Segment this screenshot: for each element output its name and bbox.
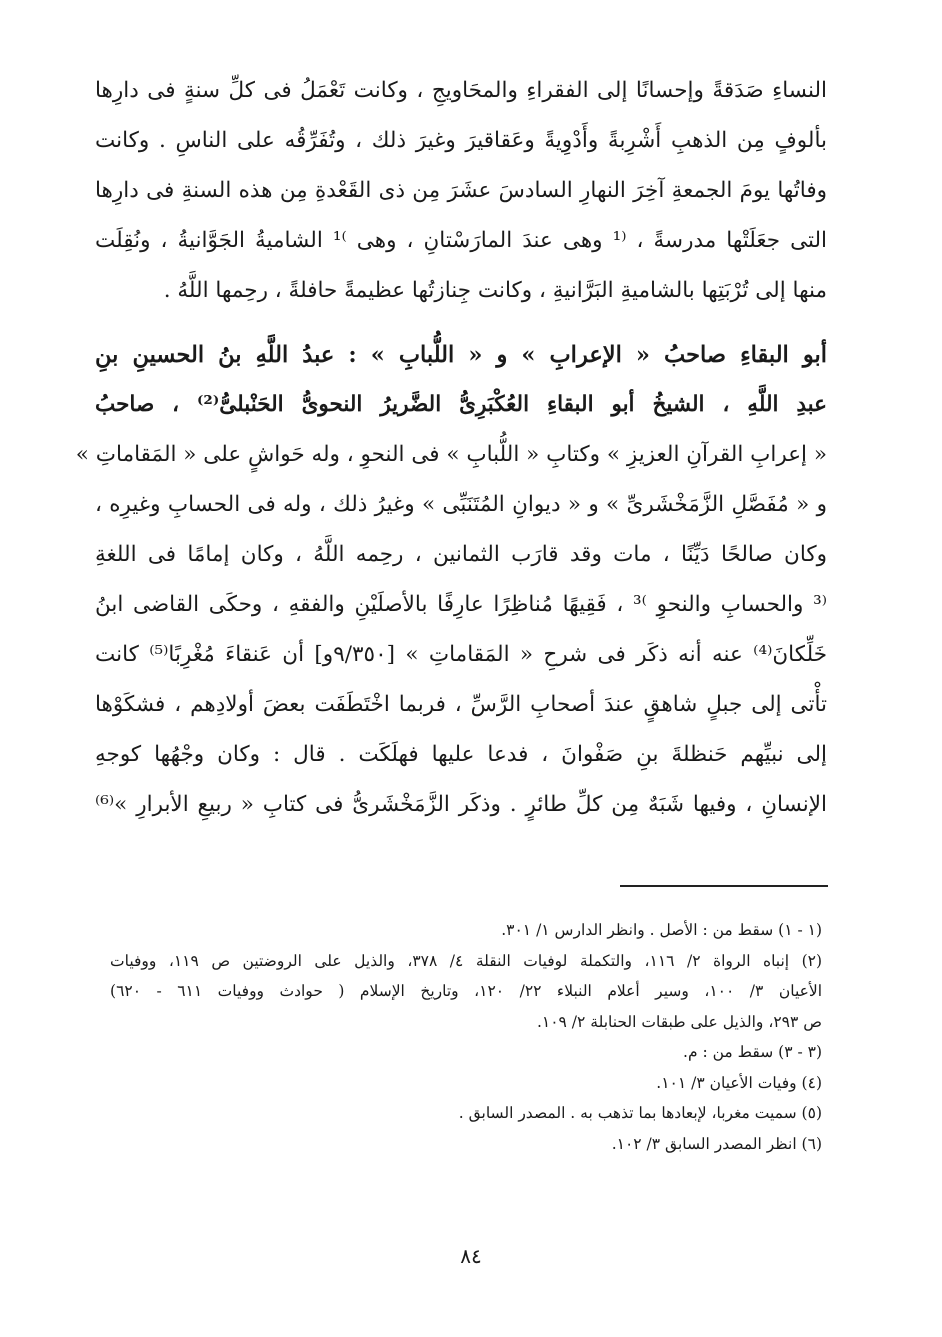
text-line: النساءِ صَدَقةً وإحسانًا إلى الفقراءِ والمحَاويجِ ، وكانت تَعْمَلُ فى كلِّ سنةٍ فى دارِها xyxy=(95,78,827,103)
text-line: و « مُفَصَّلِ الزَّمَخْشَرىِّ » و « ديوانِ المُتَنَبِّى » وغيرُ ذلك ، وله فى الحسابِ وغيرِه ، xyxy=(95,492,827,517)
footnote-continuation: ص ٢٩٣، والذيل على طبقات الحنابلة ٢/ ١٠٩. xyxy=(536,1012,822,1031)
footnote: (٣ - ٣) سقط من : م. xyxy=(683,1043,822,1061)
footnote: (٤) وفيات الأعيان ٣/ ١٠١. xyxy=(656,1073,822,1092)
text-line: الإنسانِ ، وفيها شَبَهٌ مِن كلِّ طائرٍ . وذكَر الزَّمَخْشَرىُّ فى كتابِ « ربيعِ الأبرارِ »⁽⁶⁾ xyxy=(95,792,827,817)
entry-heading-name: عبدِ اللَّهِ ، الشيخُ أبو البقاءِ العُكْبَرِىُّ الضَّريرُ النحوىُّ الحَنْبلىُّ⁽²⁾ ، صاحبُ xyxy=(95,392,827,417)
main-text xyxy=(75,66,828,830)
text-line: تأْتى إلى جبلٍ شاهقٍ عندَ أصحابِ الرَّسِّ ، فربما اخْتَطَفَت بعضَ أولادِهم ، فشكَوْها xyxy=(95,692,827,717)
entry-heading-line: أبو البقاءِ صاحبُ « الإعرابِ » و « اللُّبابِ » : عبدُ اللَّهِ بنُ الحسينِ بنِ xyxy=(95,342,827,368)
text-line: إلى نبيِّهم حَنظلةَ بنِ صَفْوانَ ، فدعا عليها فهلَكَت . قال : وكان وجْهُها كوجهِ xyxy=(95,742,827,767)
footnote: (٢) إنباه الرواة ٢/ ١١٦، والتكملة لوفيات النقلة ٤/ ٣٧٨، والذيل على الروضتين ص ١١٩، ووفيات xyxy=(110,951,823,970)
footnote: (٥) سميت مغربا، لإبعادها بما تذهب به . المصدر السابق . xyxy=(458,1104,822,1122)
paragraph-gap xyxy=(95,316,827,330)
text-line: « إعرابِ القرآنِ العزيزِ » وكتابِ « اللُّبابِ » فى النحوِ ، وله حَواشٍ على « المَقاماتِ » xyxy=(75,442,827,467)
footnotes xyxy=(110,915,822,1159)
text-line: وكان صالحًا دَيِّنًا ، مات وقد قارَب الثمانين ، رحِمه اللَّهُ ، وكان إمامًا فى اللغةِ xyxy=(95,542,827,567)
text-line: ⁽³ والحسابِ والنحوِ ⁾³ ، فَقِيهًا مُناظِرًا عارِفًا بالأصلَيْنِ والفقهِ ، وحكَى القاضى ابنُ xyxy=(95,592,828,617)
text-line: التى جعَلَتْها مدرسةً ، ⁽¹ وهى عندَ المارَسْتانِ ، وهى ⁾¹ الشاميةُ الجَوَّانيةُ ، ونُقِلَت xyxy=(95,228,828,253)
text-line: خَلِّكانَ⁽⁴⁾ عنه أنه ذكَر فى شرحِ « المَقاماتِ » [٩/٣٥٠و] أن عَنقاءَ مُغْرِبًا⁽⁵⁾ كانت xyxy=(95,642,827,667)
page-number: ٨٤ xyxy=(460,1244,482,1268)
footnote: (٦) انظر المصدر السابق ٣/ ١٠٢. xyxy=(611,1134,822,1153)
entry-heading-line xyxy=(95,380,827,430)
footnote-continuation: الأعيان ٣/ ١٠٠، وسير أعلام النبلاء ٢٢/ ١٢٠، وتاريخ الإسلام ( حوادث ووفيات ٦١١ - ٦٢٠) xyxy=(110,982,823,1000)
text-line: وفاتُها يومَ الجمعةِ آخِرَ النهارِ السادسَ عشَرَ مِن ذى القَعْدةِ مِن هذه السنةِ فى دارِها xyxy=(95,178,827,203)
footnote-separator xyxy=(620,885,828,887)
text-line: بألوفٍ مِن الذهبِ أَشْرِبةً وأَدْوِيةً وعَقاقيرَ وغيرَ ذلك ، وتُفَرِّقُه على الناسِ . وكانت xyxy=(95,128,827,153)
footnote: (١ - ١) سقط من : الأصل . وانظر الدارس ١/ ٣٠١. xyxy=(501,921,822,939)
text-line: منها إلى تُرْبَتِها بالشاميةِ البَرَّانيةِ ، وكانت جِنازتُها عظيمةً حافلةً ، رحِمها اللَّهُ . xyxy=(163,278,827,303)
